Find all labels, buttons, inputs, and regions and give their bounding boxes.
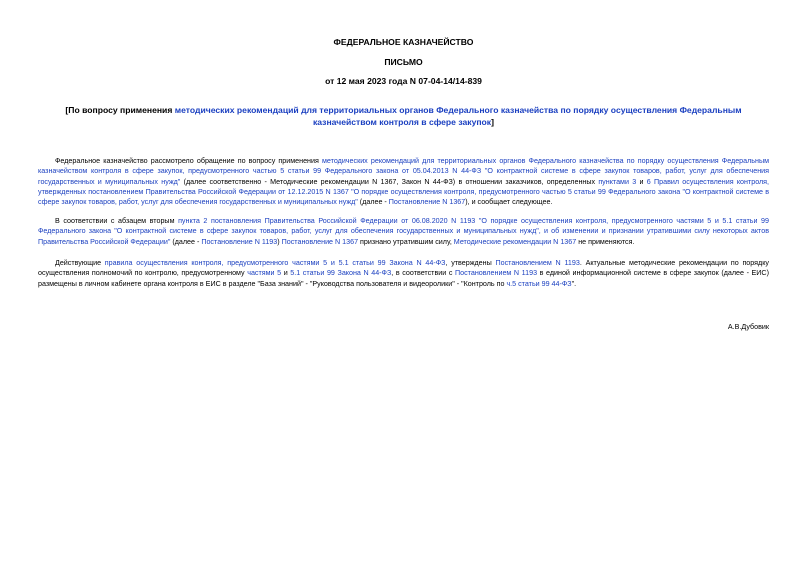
paragraph-2 <box>38 216 769 247</box>
issuing-organization: ФЕДЕРАЛЬНОЕ КАЗНАЧЕЙСТВО <box>333 37 474 47</box>
p1-text: Федеральное казначейство рассмотрело обращение по вопросу применения <box>55 157 322 165</box>
paragraph-1 <box>38 156 769 207</box>
p1-link-law-44fz[interactable]: , предусмотренного частью 5 статьи 99 Федерального закона от 05.04.2013 N 44-ФЗ "О контрактной системе в сфере закупок товаров, работ, услуг для обеспечения государственных и муниципальных нужд" <box>38 167 769 186</box>
subject-open: [По вопросу применения <box>65 105 175 115</box>
p1-text: (далее - <box>357 198 389 207</box>
p3-text: , в соответствии с <box>391 269 455 278</box>
p2-text: ) <box>277 237 282 246</box>
p3-text: , утверждены <box>445 259 496 267</box>
p1-link-item-6[interactable]: 6 <box>646 177 651 186</box>
subject-link-methodological-recommendations[interactable]: методических рекомендаций для территориальных органов Федерального казначейства по порядку осуществления Федеральным казначейством контроля в сфере закупок <box>174 105 742 127</box>
p3-link-part-5-article-99[interactable]: ч.5 статьи 99 44-ФЗ <box>506 279 572 288</box>
p2-text: (далее - <box>170 237 202 246</box>
p1-link-resolution-1367[interactable]: Постановление N 1367 <box>388 198 466 207</box>
p1-text: и <box>636 177 647 186</box>
p2-text: не применяются. <box>576 237 635 246</box>
document-subject <box>52 104 755 128</box>
p3-link-resolution-1193-second[interactable]: Постановлением N 1193 <box>455 269 538 278</box>
p2-link-methodological-recommendations-1367[interactable]: Методические рекомендации N 1367 <box>453 237 577 246</box>
subject-close: ] <box>491 117 494 127</box>
document-date-number: от 12 мая 2023 года N 07-04-14/14-839 <box>325 76 482 86</box>
p3-text: и <box>281 269 291 278</box>
p3-link-resolution-1193[interactable]: Постановлением N 1193 <box>495 259 580 267</box>
p1-link-item-3[interactable]: пунктами 3 <box>598 177 637 186</box>
p3-text: в единой информационной системе в сфере закупок (далее - ЕИС) размещены в личном кабинете органа контроля в ЕИС в разделе "База знаний" - "Руководства пользователя и видеоролики" - "Контроль по <box>38 269 769 288</box>
paragraph-3 <box>38 258 769 289</box>
p2-link-resolution-1367[interactable]: Постановление N 1367 <box>281 237 359 246</box>
p3-text: ". <box>571 279 577 288</box>
p3-link-part-5-1-article-99[interactable]: 5.1 статьи 99 Закона N 44-ФЗ <box>290 269 392 278</box>
p1-link-control-rules-1367[interactable]: Правил осуществления контроля, утвержденных постановлением Правительства Российской Федерации от 12.12.2015 N 1367 "О порядке осуществления контроля, предусмотренного частью 5 статьи 99 Федерального закона "О контрактной системе в сфере закупок товаров, работ, услуг для обеспечения государственных и муниципальных нужд" <box>38 177 770 207</box>
p2-link-resolution-1193[interactable]: Постановление N 1193 <box>201 237 278 246</box>
p3-text: Действующие <box>55 259 105 267</box>
p1-text: (далее соответственно - Методические рекомендации N 1367, Закон N 44-ФЗ) в отношении заказчиков, определенных <box>180 177 599 186</box>
p2-text: признано утратившим силу, <box>358 237 454 246</box>
p3-text: . Актуальные методические рекомендации по порядку осуществления полномочий по контролю, предусмотренному <box>38 259 769 278</box>
document-type: ПИСЬМО <box>384 57 423 67</box>
p2-text: В соответствии с абзацем вторым <box>55 217 179 225</box>
p1-text: ), и сообщает следующее. <box>465 198 553 207</box>
p2-link-resolution-1193-item-2[interactable]: пункта 2 постановления Правительства Российской Федерации от 06.08.2020 N 1193 "О порядке осуществления контроля, предусмотренного частями 5 и 5.1 статьи 99 Федерального закона "О контрактной системе в сфере закупок товаров, работ, услуг для обеспечения государственных и муниципальных нужд", и об изменении и признании утратившими силу некоторых актов Правительства Российской Федерации" <box>38 217 769 246</box>
signature: А.В.Дубовик <box>727 323 769 331</box>
p1-link-methodological-recommendations[interactable]: методических рекомендаций для территориальных органов Федерального казначейства по порядку осуществления Федеральным казначейством контроля в сфере закупок <box>38 157 769 176</box>
p3-link-control-rules[interactable]: правила осуществления контроля, предусмотренного частями 5 и 5.1 статьи 99 Закона N 44-ФЗ <box>104 259 446 267</box>
p3-link-parts-5[interactable]: частями 5 <box>247 269 282 278</box>
